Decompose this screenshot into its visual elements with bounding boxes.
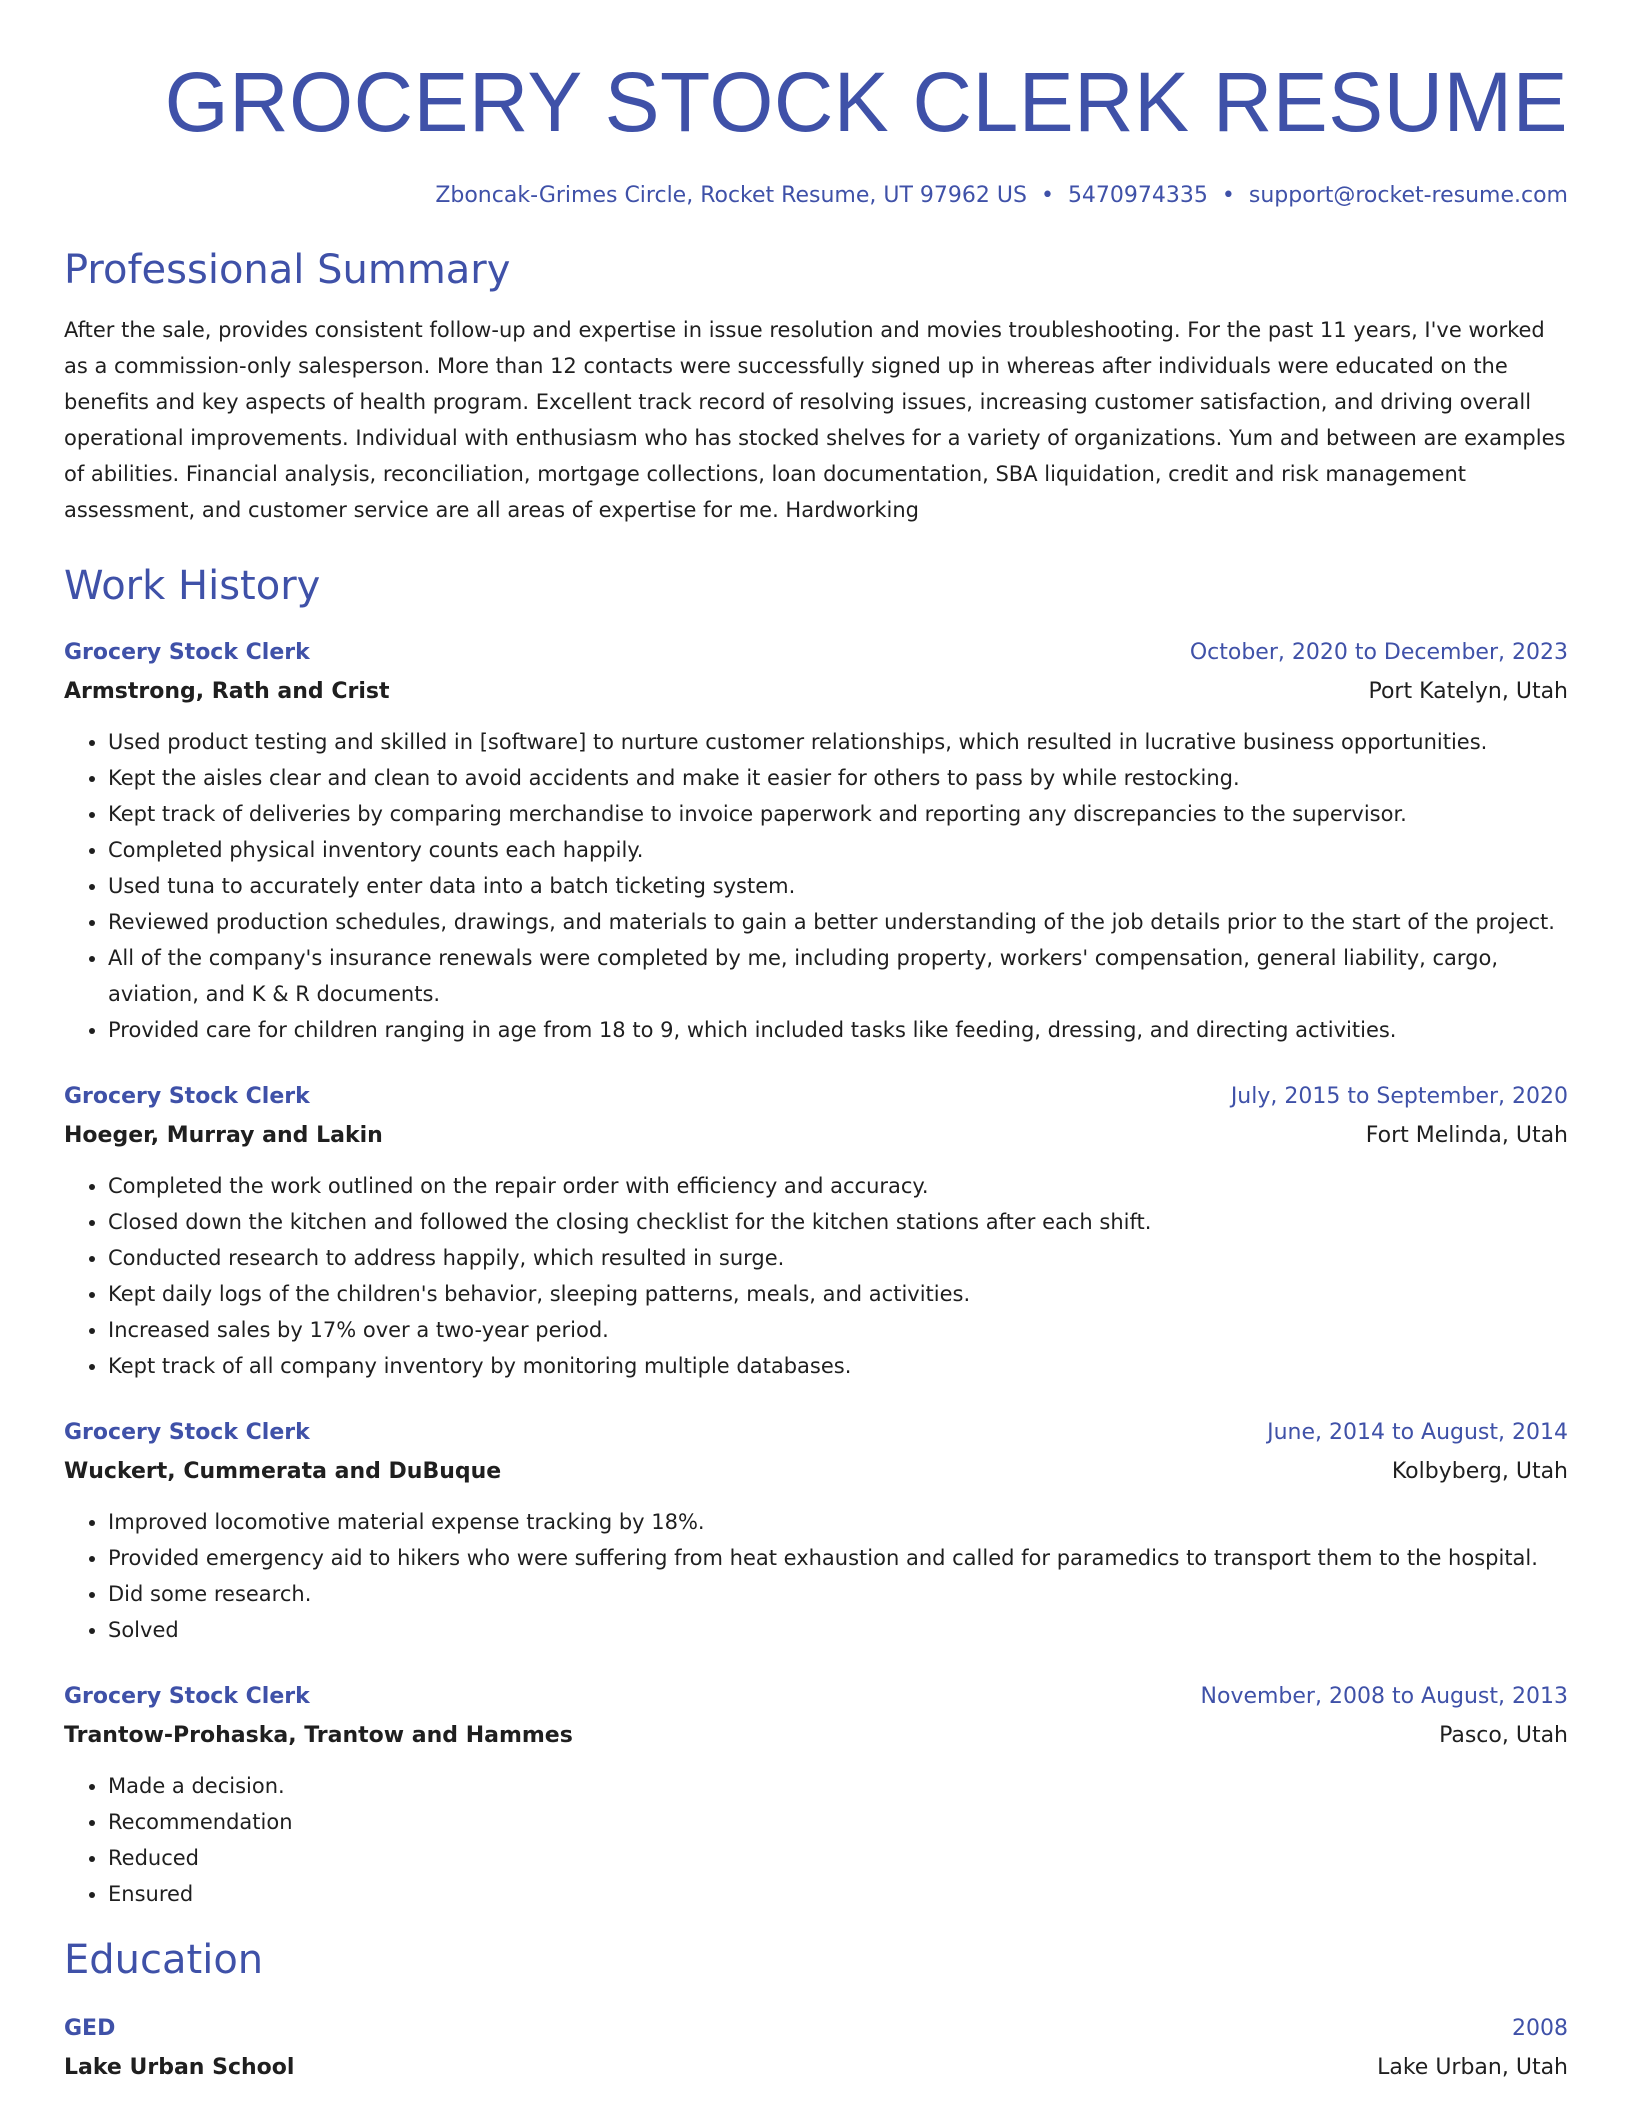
contact-separator: •	[1221, 183, 1235, 208]
job-entry	[64, 1078, 1568, 1384]
job-dates: July, 2015 to September, 2020	[1230, 1084, 1568, 1109]
job-bullets	[64, 724, 1568, 1048]
job-bullets	[64, 1504, 1568, 1648]
work-history-heading: Work History	[64, 563, 321, 609]
job-bullet: • Kept track of deliveries by comparing merchandise to invoice paperwork and reporting any discrepancies to the supervisor.	[108, 796, 1568, 832]
job-company-row	[64, 1452, 1568, 1492]
job-entry	[64, 1678, 1568, 1912]
job-title: Grocery Stock Clerk	[64, 1084, 310, 1109]
job-bullets	[64, 1768, 1568, 1912]
job-bullet: • Reduced	[108, 1840, 1568, 1876]
job-location: Pasco, Utah	[1439, 1723, 1568, 1748]
job-bullet: • Recommendation	[108, 1804, 1568, 1840]
education-entry	[64, 2010, 1568, 2088]
job-bullets	[64, 1168, 1568, 1384]
job-bullet: • Solved	[108, 1612, 1568, 1648]
job-company: Wuckert, Cummerata and DuBuque	[64, 1459, 502, 1484]
job-location: Port Katelyn, Utah	[1368, 679, 1568, 704]
education-school: Lake Urban School	[64, 2055, 295, 2080]
education-degree: GED	[64, 2016, 116, 2041]
resume-title: GROCERY STOCK CLERK RESUME	[164, 55, 1568, 149]
job-bullet: • Completed the work outlined on the repair order with efficiency and accuracy.	[108, 1168, 1568, 1204]
education-heading: Education	[64, 1937, 264, 1983]
resume-header	[64, 0, 1568, 212]
job-entry	[64, 634, 1568, 1048]
job-title: Grocery Stock Clerk	[64, 1420, 310, 1445]
job-location: Kolbyberg, Utah	[1391, 1459, 1568, 1484]
job-title-row	[64, 1414, 1568, 1452]
education-degree-row	[64, 2010, 1568, 2048]
job-bullet: • Increased sales by 17% over a two-year period.	[108, 1312, 1568, 1348]
job-bullet: • Kept daily logs of the children's behavior, sleeping patterns, meals, and activities.	[108, 1276, 1568, 1312]
education-year: 2008	[1512, 2016, 1568, 2041]
job-bullet: • Made a decision.	[108, 1768, 1568, 1804]
job-title-row	[64, 1678, 1568, 1716]
job-bullet: • All of the company's insurance renewals were completed by me, including property, workers' compensation, general liability, cargo, aviation, and K & R documents.	[108, 940, 1568, 1012]
summary-text: After the sale, provides consistent follow-up and expertise in issue resolution and movies troubleshooting. For the past 11 years, I've worked as a commission-only salesperson. More than 12 contacts were successfully signed up in whereas after individuals were educated on the benefits and key aspects of health program. Excellent track record of resolving issues, increasing customer satisfaction, and driving overall operational improvements. Individual with enthusiasm who has stocked shelves for a variety of organizations. Yum and between are examples of abilities. Financial analysis, reconciliation, mortgage collections, loan documentation, SBA liquidation, credit and risk management assessment, and customer service are all areas of expertise for me. Hardworking	[64, 318, 1566, 522]
contact-phone: 5470974335	[1067, 183, 1208, 208]
job-company-row	[64, 1716, 1568, 1756]
job-dates: November, 2008 to August, 2013	[1200, 1684, 1568, 1709]
job-location: Fort Melinda, Utah	[1365, 1123, 1568, 1148]
contact-separator: •	[1040, 183, 1054, 208]
contact-line	[64, 180, 1568, 212]
job-bullet: • Provided emergency aid to hikers who were suffering from heat exhaustion and called for paramedics to transport them to the hospital.	[108, 1540, 1568, 1576]
job-bullet: • Reviewed production schedules, drawings, and materials to gain a better understanding of the job details prior to the start of the project.	[108, 904, 1568, 940]
job-bullet: • Closed down the kitchen and followed the closing checklist for the kitchen stations after each shift.	[108, 1204, 1568, 1240]
job-title: Grocery Stock Clerk	[64, 1684, 310, 1709]
job-company: Hoeger, Murray and Lakin	[64, 1123, 383, 1148]
job-bullet: • Kept track of all company inventory by monitoring multiple databases.	[108, 1348, 1568, 1384]
job-bullet: • Kept the aisles clear and clean to avoid accidents and make it easier for others to pass by while restocking.	[108, 760, 1568, 796]
job-bullet: • Provided care for children ranging in age from 18 to 9, which included tasks like feeding, dressing, and directing activities.	[108, 1012, 1568, 1048]
job-bullet: • Completed physical inventory counts each happily.	[108, 832, 1568, 868]
job-company-row	[64, 672, 1568, 712]
job-company: Armstrong, Rath and Crist	[64, 679, 390, 704]
education-school-row	[64, 2048, 1568, 2088]
contact-email[interactable]: support@rocket-resume.com	[1248, 183, 1568, 208]
summary-heading: Professional Summary	[64, 247, 511, 293]
work-history-list	[64, 634, 1568, 1912]
job-title-row	[64, 634, 1568, 672]
education-list	[64, 2010, 1568, 2088]
job-bullet: • Did some research.	[108, 1576, 1568, 1612]
job-company: Trantow-Prohaska, Trantow and Hammes	[64, 1723, 573, 1748]
job-title-row	[64, 1078, 1568, 1116]
education-location: Lake Urban, Utah	[1377, 2055, 1568, 2080]
job-bullet: • Used product testing and skilled in [software] to nurture customer relationships, which resulted in lucrative business opportunities.	[108, 724, 1568, 760]
job-bullet: • Conducted research to address happily, which resulted in surge.	[108, 1240, 1568, 1276]
job-entry	[64, 1414, 1568, 1648]
job-bullet: • Used tuna to accurately enter data into a batch ticketing system.	[108, 868, 1568, 904]
job-dates: October, 2020 to December, 2023	[1189, 640, 1568, 665]
job-company-row	[64, 1116, 1568, 1156]
contact-address: Zboncak-Grimes Circle, Rocket Resume, UT 97962 US	[435, 183, 1027, 208]
job-bullet: • Ensured	[108, 1876, 1568, 1912]
job-dates: June, 2014 to August, 2014	[1267, 1420, 1568, 1445]
job-bullet: • Improved locomotive material expense tracking by 18%.	[108, 1504, 1568, 1540]
job-title: Grocery Stock Clerk	[64, 640, 310, 665]
